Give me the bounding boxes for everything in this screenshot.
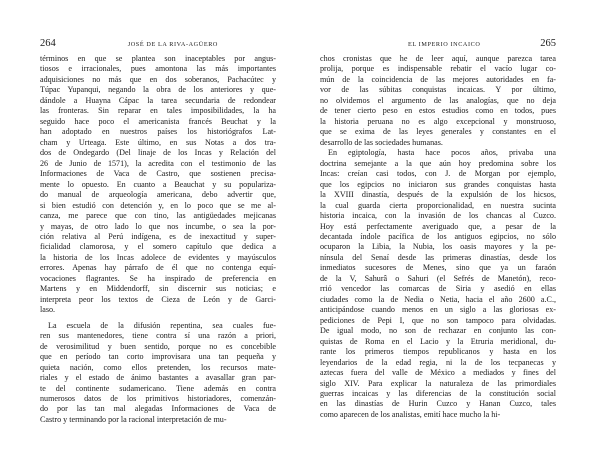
text-line: ficialidad clamorosa, y el somero capítulo que dedica a [40, 242, 276, 252]
text-line: la cual guarda cierta proporcionalidad, en nuestra sucinta [320, 200, 556, 210]
right-page [320, 38, 556, 420]
text-line: aztecas fuera del valle de México a mediados y fines del [320, 368, 556, 378]
text-line: Incas: creían casi todos, con J. de Morgan por ejemplo, [320, 169, 556, 179]
text-line: ren sus mantenedores, tiene contra sí una razón a priori, [40, 331, 276, 341]
text-line: como aparecen de los analistas, emití hace mucho la hi- [320, 409, 501, 419]
text-line: doctrina semejante a la que aún hoy predomina sobre los [320, 158, 556, 168]
text-line: si bien estudió con detención y, en lo poco que se me al- [40, 200, 276, 210]
text-line: ocuparon la Libia, la Nubia, los oasis mayores y la pe- [320, 242, 556, 252]
text-line: dos de Ondegardo (Del linaje de los Incas y Relación del [40, 148, 276, 158]
text-line: términos en que se plantea son inaceptables por angus- [40, 54, 276, 63]
text-line: la historia peruana no es algo excepcional y monstruoso, [320, 116, 556, 126]
text-line: nínsula del Senaí desde las primeras dinastías, desde los [320, 252, 556, 262]
text-line: 26 de Junio de 1571), la acredita con el testimonio de las [40, 158, 276, 168]
text-line: mún de la coincidencia de las mejores autoridades en fa- [320, 74, 556, 84]
right-page-number: 265 [540, 38, 556, 49]
text-line: historia incaica, con la invasión de los chancas al Cuzco. [320, 211, 556, 221]
text-line: Túpac Yupanqui, negando la obra de los anteriores y que- [40, 85, 276, 95]
right-running-head [320, 38, 556, 52]
text-line: que los egipcios no iniciaron sus grandes conquistas hasta [320, 179, 556, 189]
text-line: han adoptado en nuestros países los historiógrafos Lat- [40, 127, 276, 137]
text-line: de verosimilitud y buen sentido, porque no es concebible [40, 341, 276, 351]
text-line: no olvidemos el argumento de las analogías, que no deja [320, 95, 556, 105]
text-line: canza, me parece que con tino, las antigüedades mejicanas [40, 211, 276, 221]
text-line: chos cronistas que he de leer aquí, aunque parezca tarea [320, 54, 556, 63]
text-line: siglo XIV. Para explicar la naturaleza de las primordiales [320, 378, 556, 388]
text-line: quistas de Roma en el Lacio y la Etruria meridional, du- [320, 336, 556, 346]
text-line: en las dinastías de Hurin Cuzco y Hanan Cuzco, tales [320, 399, 556, 409]
text-line: La escuela de la difusión repentina, sea cuales fue- [48, 320, 276, 330]
text-line: vocaciones flagrantes. Se ha inspirado de preferencia en [40, 273, 276, 283]
text-line: prolija, porque es indispensable rebatir el vacío lugar co- [320, 64, 556, 74]
text-line: do manual de arqueología americana, debo advertir que, [40, 190, 276, 200]
text-line: y mayas, de otro lado lo que nos incumbe, o sea la por- [40, 221, 276, 231]
text-line: las fronteras. Sin reparar en tales imposibilidades, la ha [40, 106, 276, 116]
text-line: leyendarios de la edad regia, ni la de los tecpanecas y [320, 357, 556, 367]
text-line: guerras incaicas y las diferencias de la constitución social [320, 389, 556, 398]
text-line: vor de las súbitas conquistas incaicas. Y por último, [320, 85, 556, 95]
right-page-text [320, 54, 556, 420]
text-line: la XVIII dinastía, después de la expulsión de los hicsos, [320, 190, 556, 200]
text-line: ción relativa al Perú indígena, es de inexactitud y super- [40, 231, 276, 241]
text-line: De igual modo, no son de rechazar en conjunto las con- [320, 326, 556, 336]
text-line: En egiptología, hasta hace pocos años, privaba una [328, 148, 556, 158]
text-line: rrió vencedor las comarcas de Siria y asedió en ellas [320, 284, 556, 294]
text-line: numerosos datos de los primitivos historiadores, comenzán- [40, 394, 276, 403]
text-line: Hoy está perfectamente averiguado que, a pesar de la [320, 221, 556, 231]
text-line: decantada índole pacífica de los antiguos egipcios, no sólo [320, 231, 556, 241]
text-line: seguido hace poco el americanista francés Beuchat y la [40, 116, 276, 126]
text-line: Martens y en Middendorff, sin discernir sus noticias; e [40, 284, 276, 294]
text-line: que se exima de las leyes generales y constantes en el [320, 127, 556, 137]
text-line: laso. [40, 305, 56, 315]
text-line: anticipándose cuando menos en un siglo a las gloriosas ex- [320, 305, 556, 315]
text-line: adquisiciones no más que en dos soberanos, Pachacútec y [40, 74, 276, 84]
left-running-title: JOSÉ DE LA RIVA-AGÜERO [127, 41, 218, 48]
left-page-text [40, 54, 276, 425]
text-line: pediciones de Pepi I, que no son tampoco para olvidadas. [320, 315, 556, 325]
text-line: errores. Apenas hay párrafo de él que no contenga equí- [40, 263, 276, 273]
left-running-head [40, 38, 276, 52]
text-line: interpreta peor los textos de Cieza de León y de Garci- [40, 294, 276, 304]
text-line: de tener cierto peso en estos estudios como en todos, pues [320, 106, 556, 116]
text-line: Castro y terminando por la racional interpretación de mu- [40, 414, 227, 424]
text-line: riales y el estado de ánimo bastantes a avasallar gran par- [40, 373, 276, 383]
text-line: inmediatos sucesores de Menes, sino que ya un faraón [320, 263, 556, 273]
text-line: desarrollo de las sociedades humanas. [320, 137, 443, 147]
text-line: dándole a Huayna Cápac la tarea secundaria de redondear [40, 95, 276, 105]
text-line: la historia de los Incas adolece de evidentes y mayúsculos [40, 252, 276, 262]
text-line: mente lo opuesto. En cuanto a Beauchat y su populariza- [40, 179, 276, 189]
text-line: do por las tan mal alegadas Informaciones de Vaca de [40, 404, 276, 414]
text-line: ciudades como la de Nedia o Netia, hacia el año 2600 a.C., [320, 294, 556, 304]
left-page [40, 38, 276, 425]
text-line: de la V, Sahurâ o Sahuri (el Sefrés de Manetón), reco- [320, 273, 556, 283]
text-line: Informaciones de Vaca de Castro, que sostienen precisa- [40, 169, 276, 179]
text-line: que en período tan corto improvisara una tan pequeña y [40, 352, 276, 362]
text-line: quieta nación, como ellos pretenden, los recursos mate- [40, 362, 276, 372]
text-line: te del continente sudamericano. Tiene además en contra [40, 383, 276, 393]
right-running-title: EL IMPERIO INCAICO [408, 41, 481, 48]
text-line: cham y Urteaga. Este último, en sus Notas a dos tra- [40, 137, 276, 147]
text-line: tiosos e irracionales, pues amontona las más importantes [40, 64, 276, 74]
left-page-number: 264 [40, 38, 56, 49]
text-line: rante los primeros tiempos republicanos y hasta en los [320, 347, 556, 357]
